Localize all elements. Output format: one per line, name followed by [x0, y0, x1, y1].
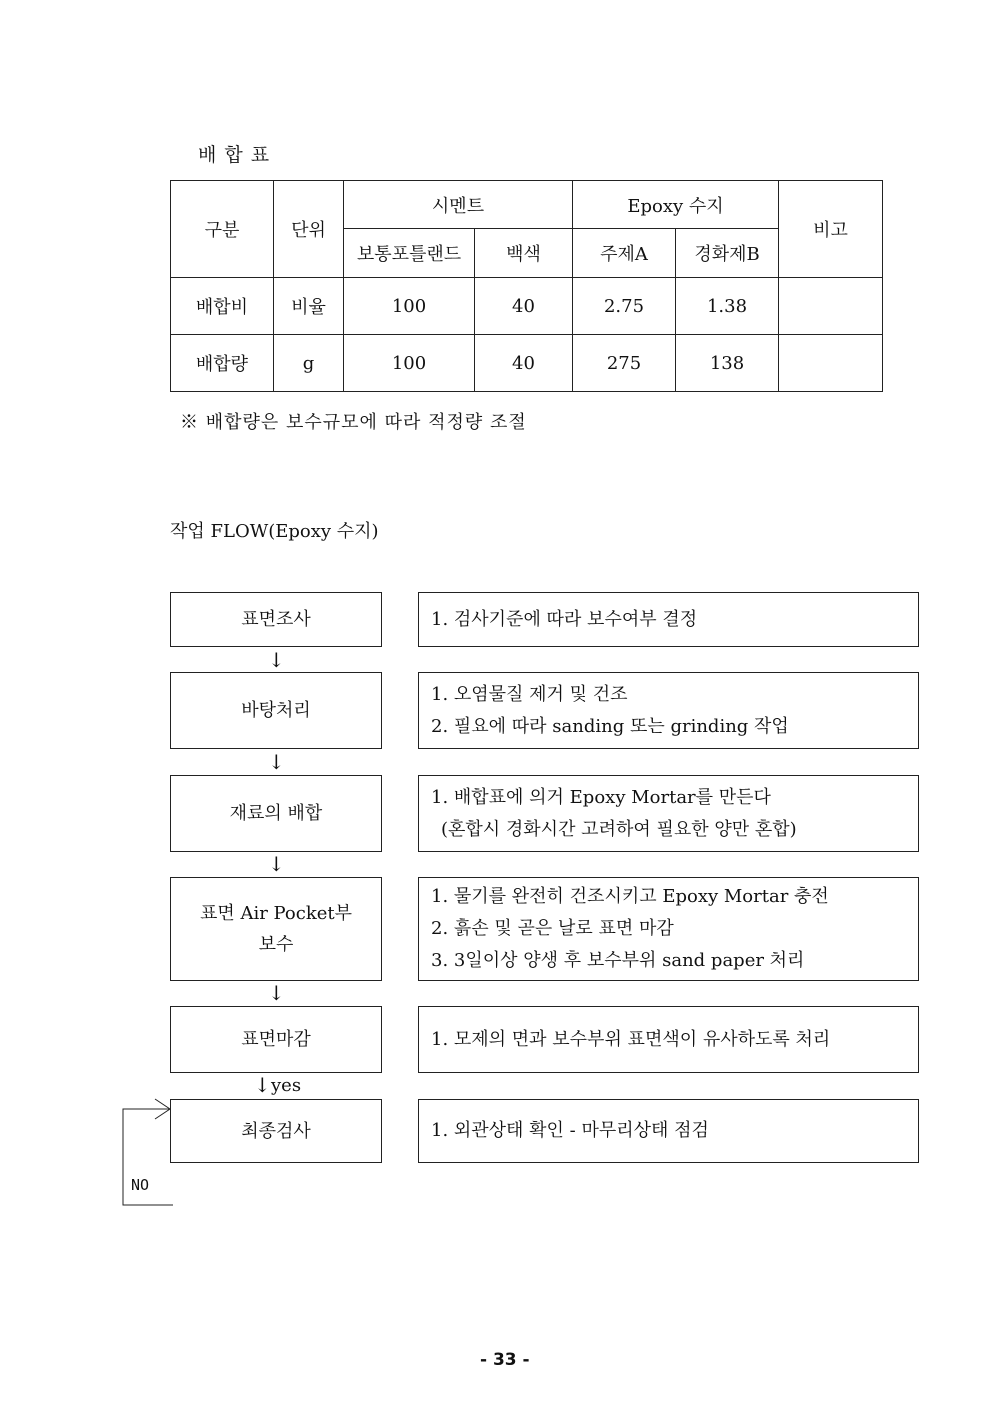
cell-category: 배합비: [171, 278, 274, 335]
table-row: [171, 335, 883, 392]
flow-desc-surface-survey: [418, 592, 919, 647]
header-unit: 단위: [274, 181, 344, 278]
cell-unit: g: [274, 335, 344, 392]
cell-portland: 100: [344, 278, 475, 335]
cell-remarks: [779, 335, 883, 392]
flow-desc-material-mixing: [418, 775, 919, 852]
desc-line: 1. 모제의 면과 보수부위 표면색이 유사하도록 처리: [431, 1028, 831, 1050]
cell-portland: 100: [344, 335, 475, 392]
page-number: - 33 -: [480, 1350, 530, 1370]
arrow-down-icon: ↓: [254, 1073, 271, 1097]
desc-line: 1. 물기를 완전히 건조시키고 Epoxy Mortar 충전: [431, 886, 829, 907]
cell-category: 배합량: [171, 335, 274, 392]
table-row: [171, 278, 883, 335]
flow-step-final-inspection: [170, 1099, 382, 1163]
flow-desc-final-inspection: [418, 1099, 919, 1163]
step-label: 최종검사: [241, 1120, 311, 1142]
step-label: 바탕처리: [241, 700, 311, 721]
step-label: 재료의 배합: [229, 803, 323, 824]
flow-desc-air-pocket-repair: [418, 877, 919, 981]
no-label: NO: [131, 1176, 150, 1194]
header-hardener-b: 경화제B: [676, 229, 779, 278]
flow-step-base-treatment: [170, 672, 382, 749]
arrow-down-icon: ↓: [268, 981, 285, 1005]
flow-desc-surface-finishing: [418, 1006, 919, 1073]
header-cement: 시멘트: [344, 181, 573, 229]
desc-line: (혼합시 경화시간 고려하여 필요한 양만 혼합): [441, 818, 797, 840]
flow-desc-base-treatment: [418, 672, 919, 749]
desc-line: 2. 필요에 따라 sanding 또는 grinding 작업: [431, 715, 789, 737]
cell-main-a: 275: [573, 335, 676, 392]
mix-table-title: 배 합 표: [198, 144, 271, 166]
cell-remarks: [779, 278, 883, 335]
cell-main-a: 2.75: [573, 278, 676, 335]
desc-line: 1. 검사기준에 따라 보수여부 결정: [431, 608, 698, 630]
desc-line: 1. 배합표에 의거 Epoxy Mortar를 만든다: [431, 786, 771, 808]
arrow-down-icon: ↓: [268, 750, 285, 774]
yes-label: yes: [271, 1075, 302, 1096]
cell-hardener-b: 138: [676, 335, 779, 392]
flow-step-air-pocket-repair: [170, 877, 382, 981]
header-category: 구분: [171, 181, 274, 278]
desc-line: 2. 흙손 및 곧은 날로 표면 마감: [431, 918, 674, 939]
flow-step-material-mixing: [170, 775, 382, 852]
header-white: 백색: [475, 229, 573, 278]
step-label: 보수: [258, 934, 294, 955]
arrow-down-icon: ↓: [268, 648, 285, 672]
header-portland: 보통포틀랜드: [344, 229, 475, 278]
flow-step-surface-finishing: [170, 1006, 382, 1073]
step-label: 표면 Air Pocket부: [199, 903, 353, 924]
desc-line: 1. 오염물질 제거 및 건조: [431, 683, 628, 705]
cell-white: 40: [475, 278, 573, 335]
cell-unit: 비율: [274, 278, 344, 335]
step-label: 표면조사: [241, 609, 311, 630]
cell-white: 40: [475, 335, 573, 392]
desc-line: 3. 3일이상 양생 후 보수부위 sand paper 처리: [431, 950, 805, 971]
no-loop-arrow: [115, 1095, 185, 1210]
arrow-down-icon: ↓: [268, 852, 285, 876]
mix-note: ※ 배합량은 보수규모에 따라 적정량 조절: [180, 412, 527, 433]
mix-table: [170, 180, 883, 392]
header-remarks: 비고: [779, 181, 883, 278]
desc-line: 1. 외관상태 확인 - 마무리상태 점검: [431, 1120, 709, 1141]
flow-step-surface-survey: [170, 592, 382, 647]
header-main-a: 주제A: [573, 229, 676, 278]
flow-title: 작업 FLOW(Epoxy 수지): [170, 521, 379, 542]
header-epoxy: Epoxy 수지: [573, 181, 779, 229]
cell-hardener-b: 1.38: [676, 278, 779, 335]
step-label: 표면마감: [241, 1029, 311, 1050]
